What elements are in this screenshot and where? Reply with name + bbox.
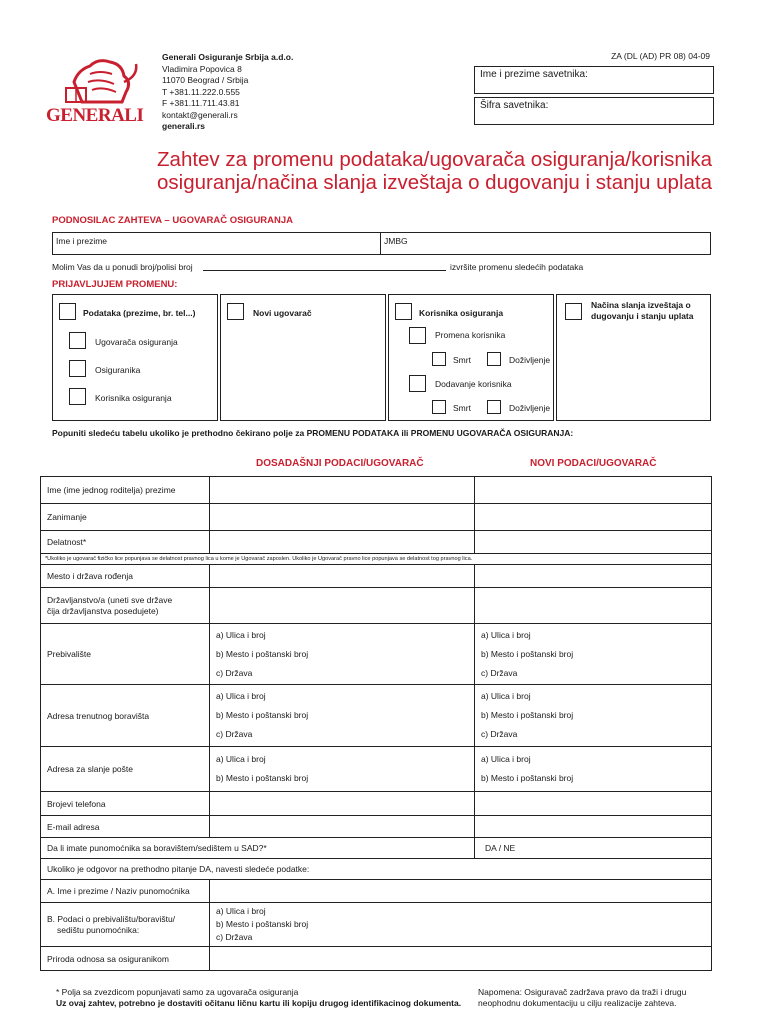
name-new-input[interactable] <box>475 477 712 504</box>
name-old-input[interactable] <box>210 477 475 504</box>
email-label: E-mail adresa <box>41 816 210 838</box>
country-label: c) Država <box>216 729 253 739</box>
new-contractor-box <box>220 294 386 421</box>
changes-heading: PRIJAVLJUJEM PROMENU: <box>52 279 178 290</box>
report-method-line-1: Načina slanja izveštaja o <box>591 300 691 310</box>
phones-old-input[interactable] <box>210 792 475 816</box>
beneficiary-label: Korisnika osiguranja <box>419 308 504 318</box>
mail-address-old-fields[interactable] <box>210 747 475 792</box>
if-yes-instruction: Ukoliko je odgovor na prethodno pitanje DA, navesti sledeće podatke: <box>41 859 712 880</box>
place-label: b) Mesto i poštanski broj <box>216 919 309 929</box>
table-row <box>41 947 712 971</box>
company-street: Vladimira Popovica 8 <box>162 63 242 74</box>
place-label: b) Mesto i poštanski broj <box>216 773 309 783</box>
beneficiary-change-checkbox[interactable] <box>409 327 426 344</box>
change-data-label: Podataka (prezime, br. tel...) <box>83 308 196 318</box>
table-row <box>41 747 712 792</box>
current-address-old-fields[interactable] <box>210 685 475 747</box>
table-row <box>41 588 712 624</box>
company-city: 11070 Beograd / Srbija <box>162 75 249 85</box>
place-label: b) Mesto i poštanski broj <box>216 648 309 659</box>
contractor-checkbox[interactable] <box>69 332 86 349</box>
applicant-row <box>52 232 711 255</box>
proxy-address-fields[interactable] <box>210 903 712 947</box>
add-survival-checkbox[interactable] <box>487 400 501 414</box>
column-new-heading: NOVI PODACI/UGOVARAČ <box>530 458 657 469</box>
country-label: c) Država <box>481 667 518 678</box>
table-row <box>41 624 712 685</box>
applicant-name-input[interactable] <box>57 247 375 255</box>
report-method-label <box>591 300 693 322</box>
beneficiary-box <box>388 294 554 421</box>
street-label: a) Ulica i broj <box>216 629 266 640</box>
phones-label: Brojevi telefona <box>41 792 210 816</box>
birthplace-old-input[interactable] <box>210 565 475 588</box>
table-row <box>41 565 712 588</box>
document-number: ZA (DL (AD) PR 08) 04-09 <box>611 51 710 61</box>
form-title-line-1: Zahtev za promenu podataka/ugovarača osiguranja/korisnika <box>157 148 712 171</box>
current-address-label: Adresa trenutnog boravišta <box>41 685 210 747</box>
company-website: generali.rs <box>162 121 205 131</box>
proxy-name-input[interactable] <box>210 880 712 903</box>
email-new-input[interactable] <box>475 816 712 838</box>
company-email: kontakt@generali.rs <box>162 109 238 120</box>
citizenship-new-input[interactable] <box>475 588 712 624</box>
asterisk-note: * Polja sa zvezdicom popunjavati samo za ugovarača osiguranja <box>56 987 299 997</box>
logo-wordmark: GENERALI <box>46 105 144 126</box>
insured-checkbox[interactable] <box>69 360 86 377</box>
change-data-box <box>52 294 218 421</box>
proxy-name-label: A. Ime i prezime / Naziv punomoćnika <box>41 880 210 903</box>
current-address-new-fields[interactable] <box>475 685 712 747</box>
proxy-address-label-line-1: B. Podaci o prebivalištu/boravištu/ <box>47 913 176 924</box>
table-row <box>41 554 712 565</box>
contractor-label: Ugovarača osiguranja <box>95 337 178 347</box>
remark-line-1: Napomena: Osiguravač zadržava pravo da traži i drugu <box>478 987 687 997</box>
beneficiary-add-label: Dodavanje korisnika <box>435 379 512 389</box>
street-label: a) Ulica i broj <box>216 691 266 701</box>
birthplace-new-input[interactable] <box>475 565 712 588</box>
activity-old-input[interactable] <box>210 531 475 554</box>
change-death-label: Smrt <box>453 355 471 365</box>
data-change-table <box>40 476 712 971</box>
advisor-name-field[interactable] <box>474 66 714 94</box>
applicant-jmbg-input[interactable] <box>385 247 705 255</box>
residence-old-fields[interactable] <box>210 624 475 685</box>
activity-label: Delatnost* <box>41 531 210 554</box>
beneficiary-data-checkbox[interactable] <box>69 388 86 405</box>
beneficiary-add-checkbox[interactable] <box>409 375 426 392</box>
change-survival-label: Doživljenje <box>509 355 551 365</box>
phones-new-input[interactable] <box>475 792 712 816</box>
relation-label: Priroda odnosa sa osiguranikom <box>41 947 210 971</box>
street-label: a) Ulica i broj <box>481 629 531 640</box>
applicant-name-label: Ime i prezime <box>56 236 108 246</box>
table-row <box>41 792 712 816</box>
activity-footnote: *Ukoliko je ugovarač fizičko lice popunjava se delatnost pravnog lica u kome je Ugovarač zaposlen. Ukoliko je Ugovarač pravno lice popunjava se delatnost tog pravnog lica. <box>41 554 712 565</box>
name-label: Ime (ime jednog roditelja) prezime <box>41 477 210 504</box>
citizenship-label-line-2: čija državljanstva posedujete) <box>47 605 159 616</box>
mail-address-new-fields[interactable] <box>475 747 712 792</box>
report-method-checkbox[interactable] <box>565 303 582 320</box>
new-contractor-label: Novi ugovarač <box>253 308 312 318</box>
job-new-input[interactable] <box>475 504 712 531</box>
us-proxy-answer[interactable]: DA / NE <box>475 838 712 859</box>
place-label: b) Mesto i poštanski broj <box>481 773 574 783</box>
citizenship-label <box>41 588 210 624</box>
us-proxy-question: Da li imate punomoćnika sa boravištem/sedištem u SAD?* <box>41 838 475 859</box>
company-address-block <box>162 52 293 133</box>
report-method-line-2: dugovanju i stanju uplata <box>591 311 694 321</box>
country-label: c) Država <box>481 729 518 739</box>
street-label: a) Ulica i broj <box>481 691 531 701</box>
mail-address-label: Adresa za slanje pošte <box>41 747 210 792</box>
table-row <box>41 859 712 880</box>
table-row <box>41 531 712 554</box>
street-label: a) Ulica i broj <box>216 754 266 764</box>
policy-request-prefix: Molim Vas da u ponudi broj/polisi broj <box>52 262 193 272</box>
citizenship-label-line-1: Državljanstvo/a (uneti sve države <box>47 594 173 605</box>
table-row <box>41 477 712 504</box>
insured-label: Osiguranika <box>95 365 141 375</box>
table-row <box>41 504 712 531</box>
advisor-code-field[interactable] <box>474 97 714 125</box>
id-document-note: Uz ovaj zahtev, potrebno je dostaviti očitanu ličnu kartu ili kopiju drugog identifikacinog dokumenta. <box>56 998 462 1008</box>
job-old-input[interactable] <box>210 504 475 531</box>
new-contractor-checkbox[interactable] <box>227 303 244 320</box>
report-method-box <box>556 294 711 421</box>
birthplace-label: Mesto i država rođenja <box>41 565 210 588</box>
place-label: b) Mesto i poštanski broj <box>481 648 574 659</box>
country-label: c) Država <box>216 932 253 942</box>
applicant-jmbg-label: JMBG <box>384 236 408 246</box>
proxy-address-label <box>41 903 210 947</box>
job-label: Zanimanje <box>41 504 210 531</box>
country-label: c) Država <box>216 667 253 678</box>
beneficiary-change-label: Promena korisnika <box>435 330 506 340</box>
remark-line-2: neophodnu dokumentaciju u cilju realizacije zahteva. <box>478 998 677 1008</box>
table-row <box>41 880 712 903</box>
street-label: a) Ulica i broj <box>481 754 531 764</box>
change-survival-checkbox[interactable] <box>487 352 501 366</box>
table-row <box>41 816 712 838</box>
email-old-input[interactable] <box>210 816 475 838</box>
residence-label: Prebivalište <box>41 624 210 685</box>
add-death-checkbox[interactable] <box>432 400 446 414</box>
advisor-name-label: Ime i prezime savetnika: <box>480 69 588 80</box>
policy-request-suffix: izvršite promenu sledećih podataka <box>450 262 584 272</box>
table-instruction: Popuniti sledeću tabelu ukoliko je prethodno čekirano polje za PROMENU PODATAKA ili PROMENU UGOVARAČA OSIGURANJA: <box>52 428 574 438</box>
form-title-line-2: osiguranja/načina slanja izveštaja o dugovanju i stanju uplata <box>156 171 712 194</box>
place-label: b) Mesto i poštanski broj <box>216 710 309 720</box>
relation-input[interactable] <box>210 947 712 971</box>
policy-number-input[interactable] <box>203 270 446 271</box>
add-survival-label: Doživljenje <box>509 403 551 413</box>
table-row <box>41 838 712 859</box>
residence-new-fields[interactable] <box>475 624 712 685</box>
change-death-checkbox[interactable] <box>432 352 446 366</box>
beneficiary-checkbox[interactable] <box>395 303 412 320</box>
company-name: Generali Osiguranje Srbija a.d.o. <box>162 52 294 62</box>
citizenship-old-input[interactable] <box>210 588 475 624</box>
proxy-address-label-line-2: sedištu punomoćnika: <box>57 924 140 935</box>
applicant-divider <box>380 233 381 254</box>
table-row <box>41 685 712 747</box>
activity-new-input[interactable] <box>475 531 712 554</box>
add-death-label: Smrt <box>453 403 471 413</box>
company-phone: T +381.11.222.0.555 <box>162 86 240 97</box>
advisor-code-label: Šifra savetnika: <box>480 100 549 111</box>
table-row <box>41 903 712 947</box>
place-label: b) Mesto i poštanski broj <box>481 710 574 720</box>
beneficiary-data-label: Korisnika osiguranja <box>95 393 172 403</box>
change-data-checkbox[interactable] <box>59 303 76 320</box>
applicant-heading: PODNOSILAC ZAHTEVA – UGOVARAČ OSIGURANJA <box>52 215 294 226</box>
company-fax: F +381.11.711.43.81 <box>162 98 240 108</box>
column-old-heading: DOSADAŠNJI PODACI/UGOVARAČ <box>256 458 424 469</box>
street-label: a) Ulica i broj <box>216 906 266 916</box>
